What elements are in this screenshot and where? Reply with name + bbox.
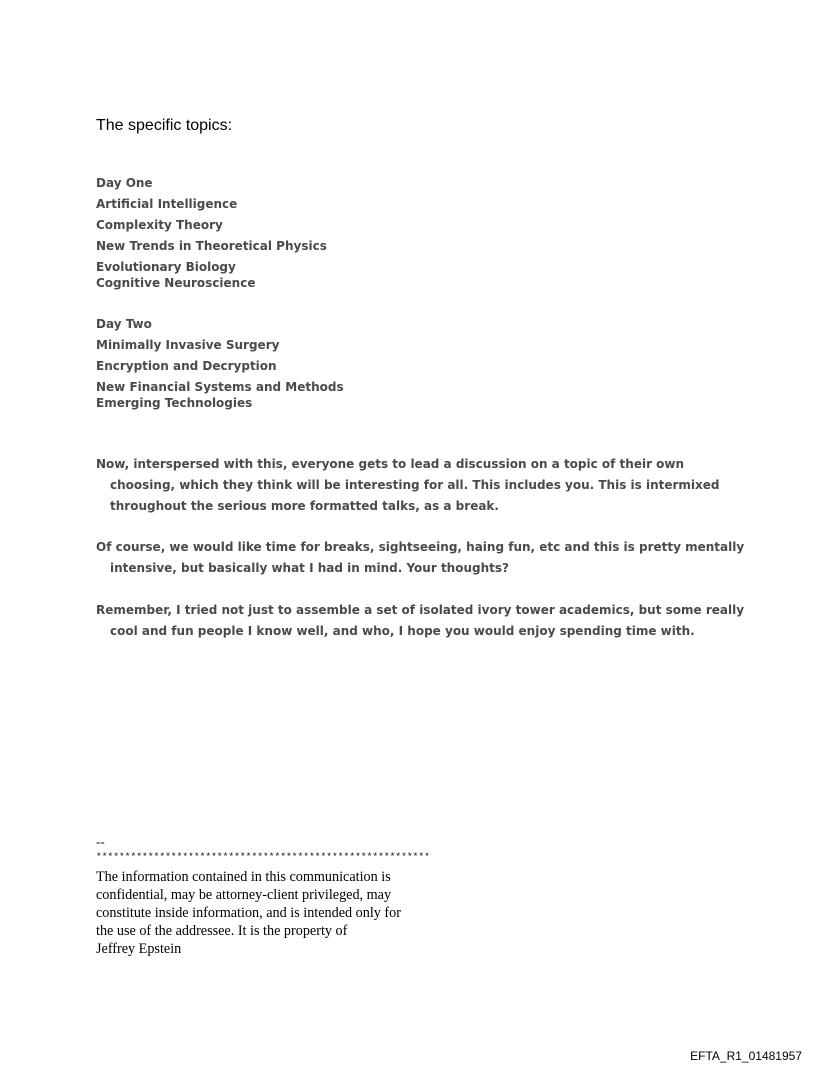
topic-item: Emerging Technologies — [96, 396, 253, 410]
disclaimer-line: the use of the addressee. It is the property of — [96, 923, 348, 939]
topic-item: New Trends in Theoretical Physics — [96, 239, 327, 253]
disclaimer-line: constitute inside information, and is intended only for — [96, 905, 401, 921]
day-two-heading: Day Two — [96, 317, 152, 331]
disclaimer-line: The information contained in this communication is — [96, 869, 391, 885]
day-two-topic-list — [96, 316, 344, 416]
breaks-paragraph: Of course, we would like time for breaks, sightseeing, haing fun, etc and this is pretty mentally intensive, but basically what I had in mind. Your thoughts? — [96, 540, 745, 575]
topic-item: Minimally Invasive Surgery — [96, 338, 280, 352]
topic-item: Evolutionary Biology — [96, 260, 236, 274]
discussion-paragraph: Now, interspersed with this, everyone gets to lead a discussion on a topic of their own choosing, which they think will be interesting for all. This includes you. This is intermixed throughout the serious more formatted talks, as a break. — [96, 457, 720, 513]
signature-separator-stars: ********************************************************** — [96, 851, 430, 862]
topic-item: New Financial Systems and Methods — [96, 380, 344, 394]
signature-separator-dash: -- — [96, 834, 105, 849]
topic-item: Artificial Intelligence — [96, 197, 238, 211]
topic-item: Complexity Theory — [96, 218, 223, 232]
document-id: EFTA_R1_01481957 — [690, 1049, 802, 1063]
disclaimer-line: Jeffrey Epstein — [96, 941, 182, 957]
topic-item: Encryption and Decryption — [96, 359, 277, 373]
confidentiality-disclaimer — [96, 868, 446, 958]
day-one-topic-list — [96, 175, 327, 296]
page-title: The specific topics: — [96, 117, 233, 134]
topic-item: Cognitive Neuroscience — [96, 276, 256, 290]
disclaimer-line: confidential, may be attorney-client privileged, may — [96, 887, 392, 903]
day-one-heading: Day One — [96, 176, 153, 190]
remember-paragraph: Remember, I tried not just to assemble a set of isolated ivory tower academics, but some really cool and fun people I know well, and who, I hope you would enjoy spending time with. — [96, 603, 745, 638]
